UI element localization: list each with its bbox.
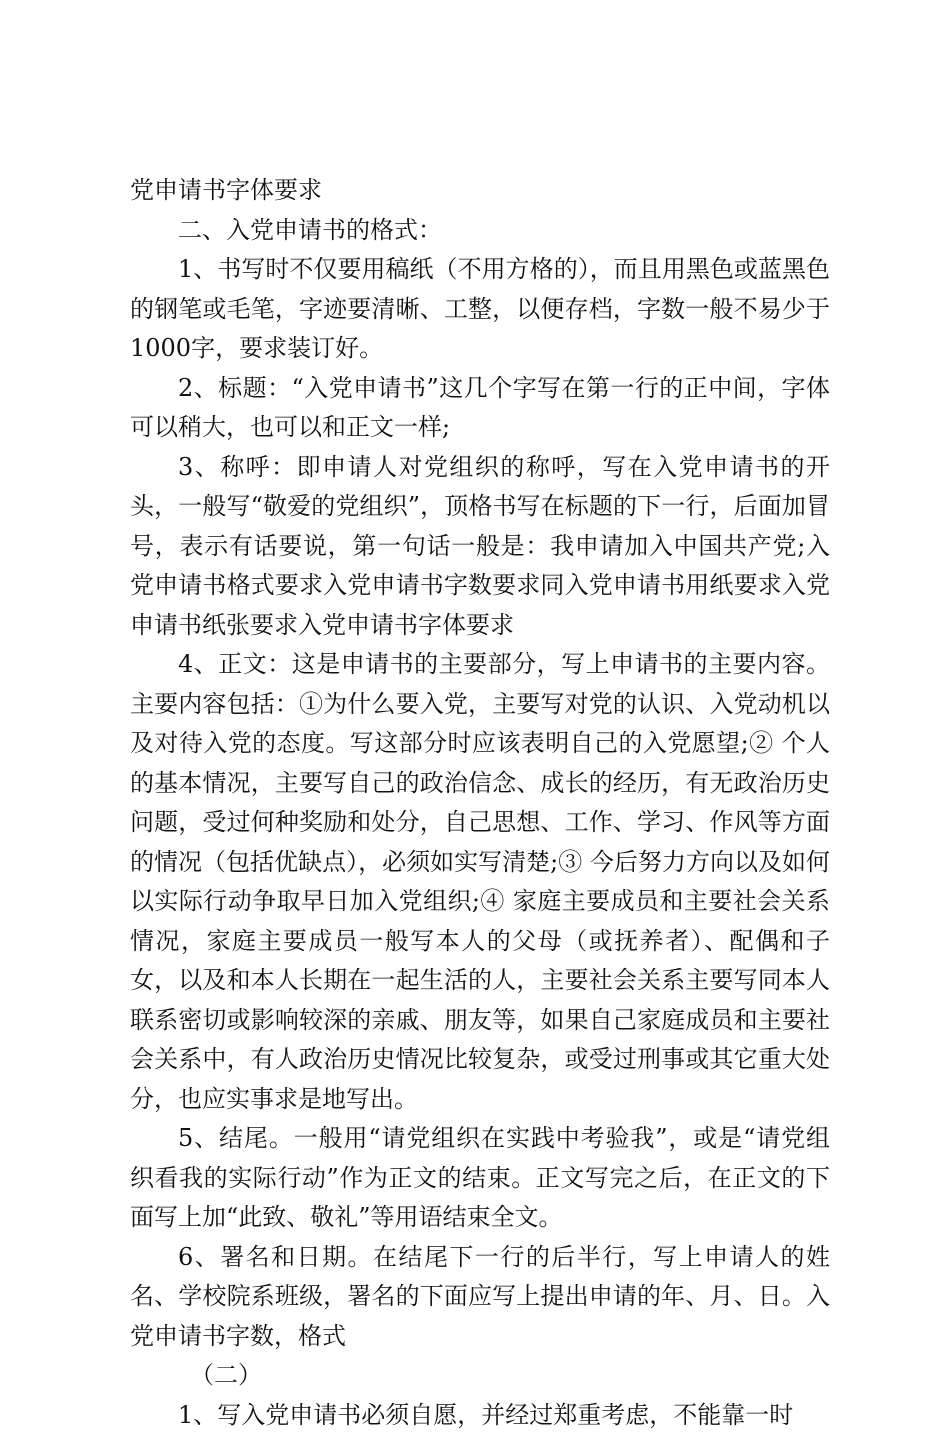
paragraph-item-4: 4、正文：这是申请书的主要部分，写上申请书的主要内容。主要内容包括：①为什么要入党，主要写对党的认识、入党动机以及对待入党的态度。写这部分时应该表明自己的入党愿望;② 个人的基本情况，主要写自己的政治信念、成长的经历，有无政治历史问题，受过何种奖励和处分，自己思想、工作、学习、作风等方面的情况（包括优缺点），必须如实写清楚;③ 今后努力方向以及如何以实际行动争取早日加入党组织;④ 家庭主要成员和主要社会关系情况，家庭主要成员一般写本人的父母（或抚养者）、配偶和子女，以及和本人长期在一起生活的人，主要社会关系主要写同本人联系密切或影响较深的亲戚、朋友等，如果自己家庭成员和主要社会关系中，有人政治历史情况比较复杂，或受过刑事或其它重大处分，也应实事求是地写出。 (130, 645, 830, 1119)
paragraph-section-two-title: 二、入党申请书的格式： (130, 211, 830, 251)
paragraph-item-1: 1、书写时不仅要用稿纸（不用方格的），而且用黑色或蓝黑色的钢笔或毛笔，字迹要清晰、工整，以便存档，字数一般不易少于1000字，要求装订好。 (130, 250, 830, 369)
paragraph-subsection-two: （二） (130, 1356, 830, 1396)
paragraph-item-6: 6、署名和日期。在结尾下一行的后半行，写上申请人的姓名、学校院系班级，署名的下面应写上提出申请的年、月、日。入党申请书字数，格式 (130, 1238, 830, 1357)
paragraph-item-5: 5、结尾。一般用“请党组织在实践中考验我”，或是“请党组织看我的实际行动”作为正文的结束。正文写完之后，在正文的下面写上加“此致、敬礼”等用语结束全文。 (130, 1119, 830, 1238)
paragraph-item-2: 2、标题：“入党申请书”这几个字写在第一行的正中间，字体可以稍大，也可以和正文一样; (130, 369, 830, 448)
paragraph-sub-item-1: 1、写入党申请书必须自愿，并经过郑重考虑，不能靠一时 (130, 1396, 830, 1435)
document-body (130, 171, 830, 1435)
paragraph-item-3: 3、称呼：即申请人对党组织的称呼，写在入党申请书的开头，一般写“敬爱的党组织”，顶格书写在标题的下一行，后面加冒号，表示有话要说，第一句话一般是：我申请加入中国共产党;入党申请书格式要求入党申请书字数要求同入党申请书用纸要求入党申请书纸张要求入党申请书字体要求 (130, 448, 830, 646)
paragraph-heading-fragment: 党申请书字体要求 (130, 171, 830, 211)
